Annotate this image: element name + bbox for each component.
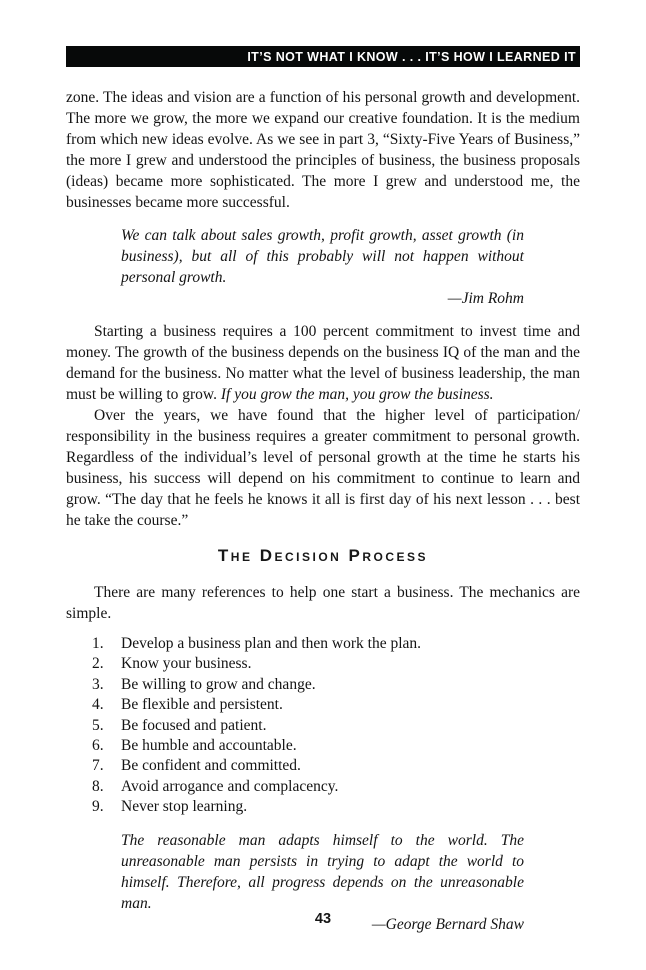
block-quote-1 <box>121 225 524 309</box>
list-item-number: 4. <box>92 696 104 714</box>
list-item-text: Be willing to grow and change. <box>121 675 316 693</box>
page-number: 43 <box>314 911 332 927</box>
list-item-text: Be flexible and persistent. <box>121 696 283 714</box>
paragraph-1: zone. The ideas and vision are a function of his personal growth and development. The more we grow, the more we expand our creative foundation. It is the medium from which new ideas evolve. As we see in part 3, “Sixty-Five Years of Business,” the more I grew and understood the principles of business, the business proposals (ideas) became more sophisticated. The more I grew and understood me, the businesses became more successful. <box>66 89 580 211</box>
paragraph-2 <box>66 321 580 405</box>
list-item-number: 7. <box>92 757 104 775</box>
list-item <box>92 675 580 695</box>
list-item <box>92 695 580 715</box>
list-item <box>92 777 580 797</box>
paragraph-4: There are many references to help one start a business. The mechanics are simple. <box>66 584 580 622</box>
list-item <box>92 797 580 817</box>
list-item-text: Develop a business plan and then work the plan. <box>121 635 422 652</box>
paragraph-2-italic-text: If you grow the man, you grow the business. <box>220 386 494 403</box>
paragraph-2-text: Starting a business requires a 100 percent commitment to invest time and money. The growth of the business depends on the business IQ of the man and the demand for the business. No matter what the level of business leadership, the man must be willing to grow. <box>66 323 580 403</box>
list-item-text: Be focused and patient. <box>121 716 267 734</box>
chapter-header-title: IT’S NOT WHAT I KNOW . . . IT’S HOW I LEARNED IT <box>247 49 576 64</box>
list-item-number: 1. <box>92 635 104 652</box>
list-item <box>92 716 580 736</box>
quote-2-text: The reasonable man adapts himself to the world. The unreasonable man persists in trying to adapt the world to himself. Therefore, all progress depends on the unreasonable man. <box>121 831 524 912</box>
list-item <box>92 736 580 756</box>
list-item <box>92 756 580 776</box>
page-content <box>66 87 580 947</box>
list-item <box>92 634 580 654</box>
list-item-number: 2. <box>92 655 104 673</box>
list-item-text: Be humble and accountable. <box>121 737 297 755</box>
list-item-text: Avoid arrogance and complacency. <box>121 777 339 795</box>
list-item-text: Be confident and committed. <box>121 757 301 775</box>
numbered-list <box>92 634 580 818</box>
quote-1-text: We can talk about sales growth, profit growth, asset growth (in business), but all of this probably will not happen without personal growth. <box>121 227 524 286</box>
list-item-number: 5. <box>92 716 104 734</box>
section-heading: The Decision Process <box>217 546 429 565</box>
chapter-header-bar <box>66 46 580 67</box>
list-item-number: 9. <box>92 798 104 816</box>
list-item-text: Know your business. <box>121 655 252 673</box>
list-item-number: 8. <box>92 777 104 795</box>
list-item-text: Never stop learning. <box>121 798 248 816</box>
list-item <box>92 654 580 674</box>
quote-1-attribution: —Jim Rohm <box>447 290 524 307</box>
list-item-number: 6. <box>92 737 104 755</box>
paragraph-3: Over the years, we have found that the higher level of participation/​responsibility in the business requires a greater commitment to personal growth. Regardless of the individual’s level of personal growth at the time he starts his business, his success will depend on his commitment to continue to learn and grow. “The day that he feels he knows it all is first day of his next lesson . . . best he take the course.” <box>66 407 580 529</box>
list-item-number: 3. <box>92 675 104 693</box>
quote-2-attribution: —George Bernard Shaw <box>371 915 524 933</box>
